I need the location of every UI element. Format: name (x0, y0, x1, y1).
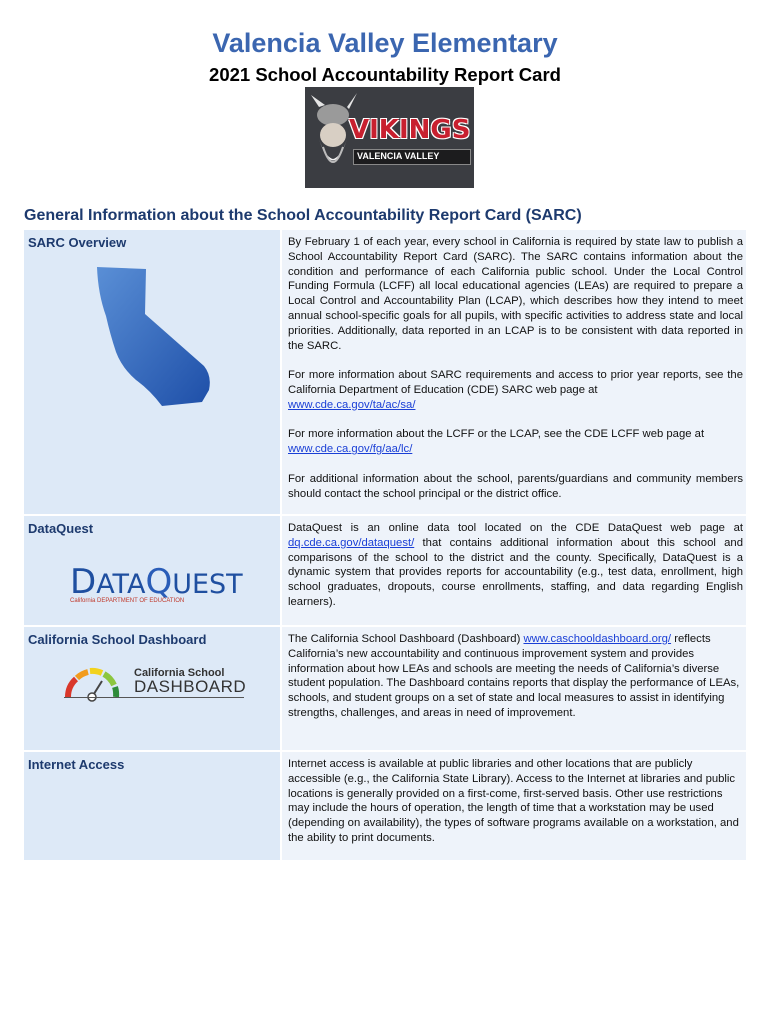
section-heading: General Information about the School Accountability Report Card (SARC) (24, 207, 582, 224)
california-map-icon (24, 230, 280, 514)
dashboard-label: California School Dashboard (28, 632, 207, 647)
dashboard-logo-top: California School (134, 667, 225, 679)
page-subtitle: 2021 School Accountability Report Card (209, 64, 561, 85)
sarc-web-page-link[interactable]: www.cde.ca.gov/ta/ac/sa/ (288, 398, 416, 411)
logo-wordmark: VIKINGS (349, 115, 471, 145)
dataquest-logo (70, 562, 243, 612)
lcff-web-page-link[interactable]: www.cde.ca.gov/fg/aa/lc/ (288, 443, 413, 456)
internet-access-text-cell (282, 752, 746, 860)
gauge-icon (64, 665, 124, 705)
dataquest-logo-uest: UEST (172, 569, 243, 600)
dataquest-logo-sub: California DEPARTMENT OF EDUCATION (70, 598, 185, 604)
internet-access-row (24, 752, 746, 860)
sarc-overview-paragraph-4: For additional information about the school, parents/guardians and community members should contact the school principal or the district office. (288, 472, 743, 500)
dashboard-logo-bottom: DASHBOARD (134, 677, 247, 696)
dataquest-paragraph: DataQuest is an online data tool located on the CDE DataQuest web page at dq.cde.ca.gov/dataquest/ that contains additional information about this school and comparisons of the school to the district and the county. Specifically, DataQuest is a dynamic system that provides reports for accountability (e.g., test data, enrollment, high school graduates, dropouts, course enrollments, staffing, and data regarding English learners). (288, 522, 743, 608)
sarc-overview-paragraph-1: By February 1 of each year, every school in California is required by state law to publish a School Accountability Report Card (SARC). The SARC contains information about the condition and performance of each California public school. Under the Local Control Funding Formula (LCFF) all local educational agencies (LEAs) are required to prepare a Local Control and Accountability Plan (LCAP), which describes how they intend to meet annual school-specific goals for all pupils, with specific activities to address state and local priorities. Additionally, data reported in an LCAP is to be consistent with data reported in the SARC. (288, 236, 743, 352)
page-title: Valencia Valley Elementary (212, 28, 558, 58)
dataquest-row (24, 516, 746, 625)
sarc-overview-text-cell (282, 230, 746, 514)
internet-access-label-cell (24, 752, 280, 860)
sarc-overview-paragraph-2: For more information about SARC requirements and access to prior year reports, see the California Department of Education (CDE) SARC web page at www.cde.ca.gov/ta/ac/sa/ (288, 369, 743, 411)
dataquest-logo-d: D (70, 562, 97, 602)
dashboard-link[interactable]: www.caschooldashboard.org/ (523, 633, 672, 645)
dashboard-text-cell (282, 627, 746, 750)
sarc-overview-paragraph-3: For more information about the LCFF or the LCAP, see the CDE LCFF web page at www.cde.ca.gov/fg/aa/lc/ (288, 428, 705, 456)
dataquest-logo-ata: ATA (96, 569, 146, 600)
dashboard-paragraph: The California School Dashboard (Dashboard) www.caschooldashboard.org/ reflects California’s new accountability and continuous improvement system and provides information about how LEAs and schools are meeting the needs of California’s diverse student population. The Dashboard contains reports that display the performance of LEAs, schools, and student groups on a set of state and local measures to assist in identifying strengths, challenges, and areas in need of improvement. (288, 633, 740, 719)
internet-access-label: Internet Access (28, 757, 125, 772)
internet-access-paragraph: Internet access is available at public libraries and other locations that are publicly accessible (e.g., the California State Library). Access to the Internet at libraries and public locations is generally provided on a first-come, first-served basis. Other use restrictions may include the hours of operation, the length of time that a workstation may be used (depending on availability), the types of software programs available on a workstation, and the ability to print documents. (288, 758, 739, 844)
school-logo (305, 87, 474, 188)
sarc-overview-row (24, 230, 746, 514)
dataquest-label: DataQuest (28, 521, 94, 536)
dataquest-link[interactable]: dq.cde.ca.gov/dataquest/ (288, 536, 415, 549)
sarc-overview-label-cell (24, 230, 280, 514)
logo-subtext: VALENCIA VALLEY (357, 151, 440, 161)
dashboard-row (24, 627, 746, 750)
dashboard-label-cell (24, 627, 280, 750)
dataquest-label-cell (24, 516, 280, 625)
dataquest-text-cell (282, 516, 746, 625)
sarc-overview-label: SARC Overview (28, 235, 127, 250)
dataquest-logo-q: Q (145, 562, 173, 602)
dashboard-logo-underline (64, 697, 244, 698)
